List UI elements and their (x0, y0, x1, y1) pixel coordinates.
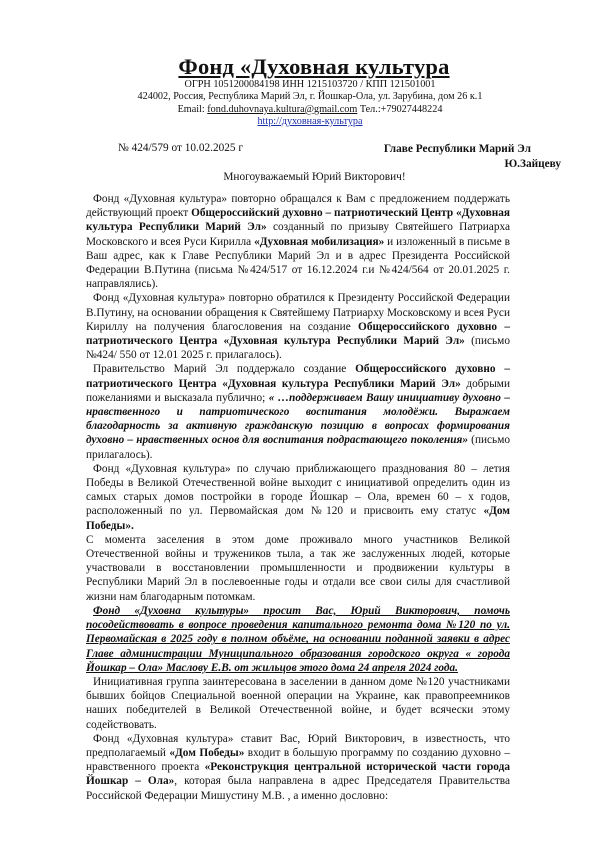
paragraph-4 (86, 462, 510, 533)
paragraph-text: входит в большую программу по созданию духовно – нравственного проекта (86, 746, 510, 774)
salutation (0, 171, 601, 183)
bold-phrase: «Дом Победы» (169, 746, 245, 759)
website-link[interactable]: http://духовная-культура (257, 115, 363, 127)
paragraph-text: Фонд «Духовная культура» повторно обращался к Вам с предложением поддержать действующий проект (86, 193, 510, 220)
paragraph-6-request: Фонд «Духовна культуры» просит Вас, Юрий Викторович, помочь посодействовать в вопросе проведения капитального ремонта дома №120 по ул. Первомайская в 2025 году в полном объёме, на основании поданной заявки в адрес Главе администрации Муниципального образования городского округа « города Йошкар – Ола» Маслову Е.В. от жильцов этого дома 24 апреля 2024 года. (86, 604, 510, 674)
bold-project-name: Общероссийского духовно – патриотического Центра «Духовная культура Республики Марий Эл» (86, 363, 510, 390)
paragraph-text: Фонд «Духовная культура» по случаю приближающего празднования 80 – летия Победы в Великой Отечественной войне выходит с инициативой определить один из самых старых домов постройки в городе Йошкар – Ола, времен 60 – х годов, расположенный по ул. Первомайская дом №120 и присвоить ему статус (86, 462, 510, 518)
bold-project-name: Общероссийский духовно – патриотический Центр «Духовная культура Республики Марий Эл» (86, 207, 510, 234)
bold-project-name: «Реконструкция центральной исторической части города Йошкар – Ола» (86, 761, 510, 788)
email-label: Email: (177, 103, 208, 115)
paragraph-3 (86, 362, 510, 461)
government-quote: « …поддерживаем Вашу инициативу духовно – нравственного и патриотического воспитания молодёжи. Выражаем благодарность за активную гражданскую позицию в вопросах формирования духовно – нравственных основ для воспитания подрастающего поколения» (86, 391, 511, 447)
paragraph-1 (86, 192, 510, 291)
paragraph-text: Фонд «Духовная культура» повторно обратился к Президенту Российской Федерации В.Путину, на основании обращения к Святейшему Патриарху Московскому и всея Руси Кириллу на получения благословения на создание (86, 292, 510, 333)
paragraph-text: , которая была направлена в адрес Председателя Правительства Российской Федерации Мишустину М.В. , а именно дословно: (86, 775, 510, 802)
paragraph-text: и изложенный в письме в Ваш адрес, как к Главе Республики Марий Эл и в адрес Президента Российской Федерации В.Путина (письма №424/517 от 16.12.2024 г.и №424/564 от 20.01.2025 г. направлялись). (86, 235, 510, 291)
addressee-block (383, 142, 561, 172)
bold-phrase: «Духовная мобилизация» (254, 235, 385, 248)
website-line (100, 116, 520, 128)
contact-line (100, 104, 520, 116)
addressee-title: Главе Республики Марий Эл (383, 143, 531, 155)
addressee-name: Ю.Зайцеву (504, 158, 561, 170)
bold-project-name: Общероссийского духовно – патриотического Центра «Духовная культура Республики Марий Эл» (86, 320, 510, 348)
paragraph-8 (86, 732, 510, 803)
bold-phrase: «Дом Победы». (86, 505, 510, 532)
salutation-text: Многоуважаемый Юрий Викторович! (223, 171, 406, 183)
organization-title: Фонд «Духовная культура (178, 54, 450, 79)
paragraph-text: добрыми пожеланиями и высказала публично; (86, 377, 510, 404)
paragraph-7: Инициативная группа заинтересована в заселении в данном доме №120 участниками бывших бойцов Специальной военной операции на Украине, как правопреемников наших победителей в Великой Отечественной войне, и будет всячески этому содействовать. (86, 675, 510, 731)
postal-address: 424002, Россия, Республика Марий Эл, г. Йошкар-Ола, ул. Зарубина, дом 26 к.1 (137, 91, 483, 103)
paragraph-text: (письмо №424/ 550 от 12.01 2025 г. прилагалось). (86, 335, 510, 362)
paragraph-text: Правительство Марий Эл поддержало создание (93, 363, 356, 376)
letter-body (86, 192, 510, 803)
paragraph-text: (письмо прилагалось). (86, 434, 510, 461)
email-link[interactable]: fond.duhovnaya.kultura@gmail.com (207, 103, 358, 115)
paragraph-5: С момента заселения в этом доме проживало много участников Великой Отечественной войны и тружеников тыла, а так же заслуженных людей, которые участвовали в восстановлении промышленности и продвижении культуры в Республики Марий Эл в послевоенные годы и отдали все свои силы для счастливой жизни нам благодарным потомкам. (86, 533, 510, 603)
paragraph-text: созданный по призыву Святейшего Патриарха Московского и всея Руси Кирилла (86, 221, 510, 248)
paragraph-2 (86, 291, 510, 362)
registration-numbers: ОГРН 1051200084198 ИНН 1215103720 / КПП 121501001 (184, 79, 436, 90)
phone-number: Тел.:+79027448224 (357, 103, 443, 115)
paragraph-text: Фонд «Духовная культура» ставит Вас, Юрий Викторович, в известность, что предполагаемый (86, 732, 510, 759)
letterhead (100, 55, 520, 128)
reference-number: № 424/579 от 10.02.2025 г (118, 142, 244, 154)
